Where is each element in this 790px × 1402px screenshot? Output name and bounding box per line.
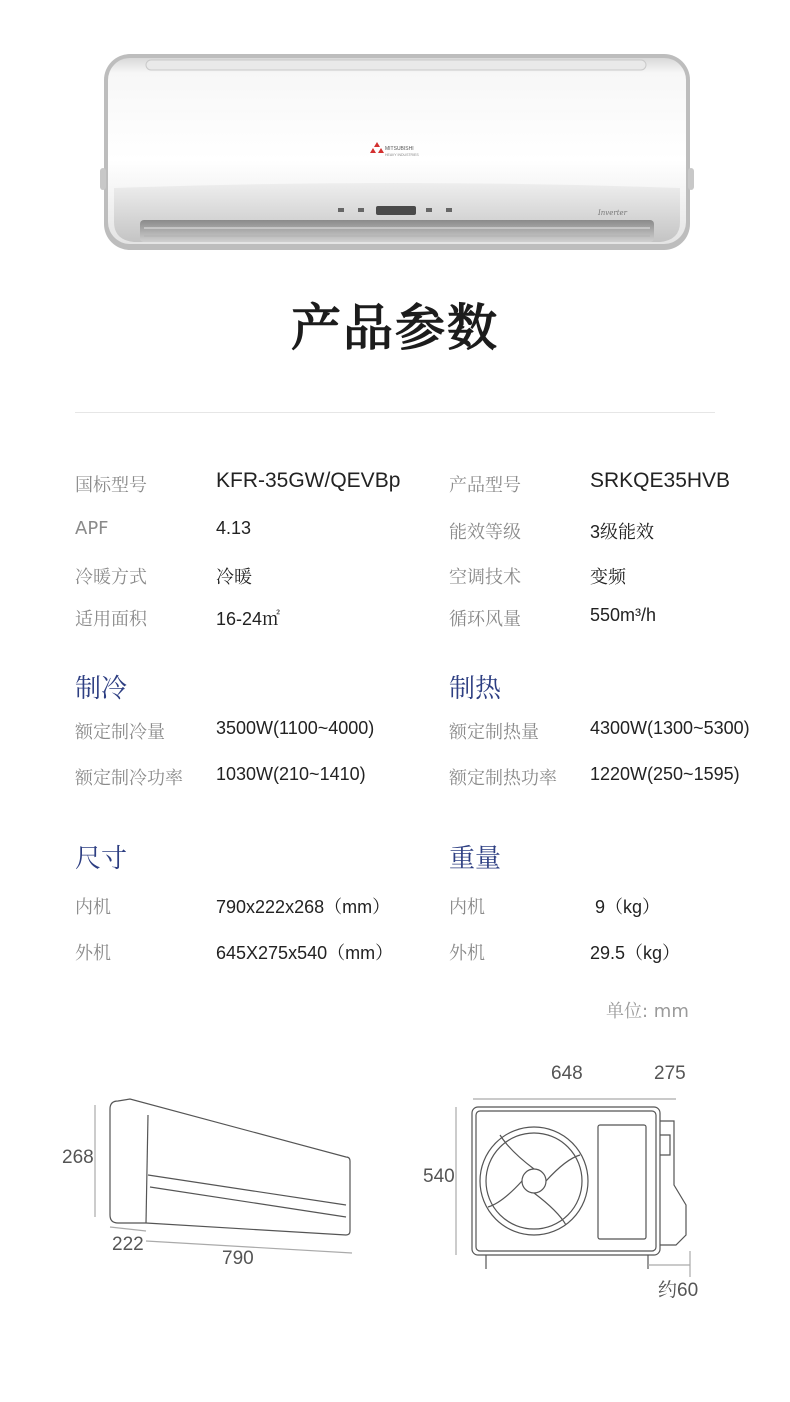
svg-text:Inverter: Inverter <box>598 209 628 217</box>
apf-value: 4.13 <box>216 518 252 538</box>
outdoor-height-label: 540 <box>423 1166 455 1187</box>
cooling-capacity-value: 3500W(1100~4000) <box>216 718 375 738</box>
indoor-size-label: 内机 <box>75 897 111 918</box>
cooling-heading: 制冷 <box>75 674 128 704</box>
indoor-unit-drawing <box>95 1099 352 1253</box>
outdoor-size-value: 645X275x540（mm） <box>216 943 394 963</box>
indoor-width-label: 790 <box>222 1248 254 1269</box>
cooling-power-label: 额定制冷功率 <box>75 768 183 789</box>
outdoor-weight-value: 29.5（kg） <box>590 943 681 963</box>
divider <box>75 412 715 413</box>
product-value: SRKQE35HVB <box>590 469 731 492</box>
airflow-label: 循环风量 <box>449 609 521 630</box>
outdoor-width-label: 648 <box>551 1063 583 1084</box>
outdoor-base-label: 约60 <box>658 1280 699 1301</box>
indoor-size-value: 790x222x268（mm） <box>216 897 391 917</box>
cooling-power-value: 1030W(210~1410) <box>216 764 366 784</box>
svg-text:HEAVY INDUSTRIES: HEAVY INDUSTRIES <box>385 153 419 157</box>
outdoor-weight-label: 外机 <box>449 943 485 964</box>
outdoor-size-label: 外机 <box>75 943 111 964</box>
area-label: 适用面积 <box>75 609 147 630</box>
size-heading: 尺寸 <box>75 844 128 874</box>
model-value: KFR-35GW/QEVBp <box>216 469 401 492</box>
product-label: 产品型号 <box>449 475 521 496</box>
indoor-weight-value: 9（kg） <box>590 897 661 917</box>
mode-value: 冷暖 <box>216 567 252 587</box>
heating-capacity-value: 4300W(1300~5300) <box>590 718 750 738</box>
grade-label: 能效等级 <box>449 522 521 543</box>
tech-value: 变频 <box>590 567 626 587</box>
heating-power-value: 1220W(250~1595) <box>590 764 740 784</box>
svg-text:MITSUBISHI: MITSUBISHI <box>385 146 414 152</box>
indoor-height-label: 268 <box>62 1147 94 1168</box>
heating-heading: 制热 <box>449 674 502 704</box>
area-value: 16-24㎡ <box>216 609 281 629</box>
model-label: 国标型号 <box>75 475 147 496</box>
cooling-capacity-label: 额定制冷量 <box>75 722 165 743</box>
dimension-drawings <box>50 1055 740 1315</box>
grade-value: 3级能效 <box>590 522 655 542</box>
page-title: 产品参数 <box>291 299 499 357</box>
weight-heading: 重量 <box>449 844 502 874</box>
heating-power-label: 额定制热功率 <box>449 768 557 789</box>
indoor-weight-label: 内机 <box>449 897 485 918</box>
heating-capacity-label: 额定制热量 <box>449 722 539 743</box>
apf-label: APF <box>75 518 109 539</box>
air-conditioner-image <box>100 50 694 256</box>
indoor-depth-label: 222 <box>112 1234 144 1255</box>
unit-note: 单位: mm <box>606 1001 689 1022</box>
mode-label: 冷暖方式 <box>75 567 147 588</box>
outdoor-depth-label: 275 <box>654 1063 686 1084</box>
tech-label: 空调技术 <box>449 567 521 588</box>
outdoor-unit-drawing <box>456 1099 690 1277</box>
airflow-value: 550m³/h <box>590 605 657 625</box>
